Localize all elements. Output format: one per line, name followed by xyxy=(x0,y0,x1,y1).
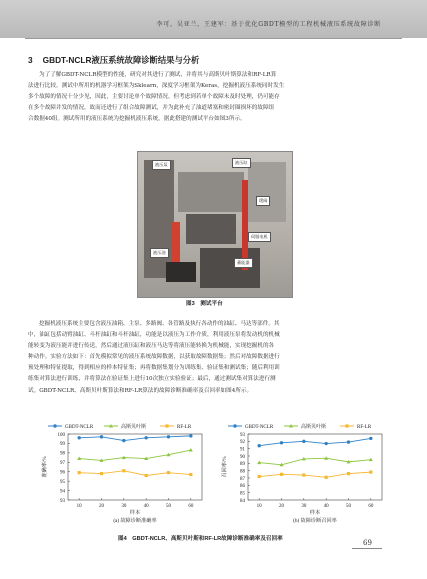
label-accumulator: 蓄能器 xyxy=(234,258,253,268)
header-rule xyxy=(25,38,402,39)
text-line: 种动作。实验方法如下：首先模拟常见的液压系统故障数据，以获取故障数据集；然后对故障数据进行 xyxy=(28,354,280,361)
data-point xyxy=(122,469,125,472)
y-axis-label: 准确率/% xyxy=(42,456,48,478)
data-point xyxy=(122,439,125,442)
x-tick-label: 20 xyxy=(99,504,104,509)
x-axis-label: 样本 xyxy=(309,510,321,516)
data-point xyxy=(325,476,328,479)
y-tick-label: 84 xyxy=(240,498,245,504)
y-tick-label: 86 xyxy=(240,484,245,490)
paragraph-method xyxy=(28,319,400,397)
label-control-valve: 缓阀 xyxy=(256,196,270,206)
x-axis-label: 样本 xyxy=(129,510,141,516)
accuracy-chart-svg xyxy=(34,420,214,530)
y-tick-label: 90 xyxy=(240,454,245,460)
data-point xyxy=(302,440,305,443)
y-tick-label: 99 xyxy=(60,442,65,448)
y-axis-label: 召回率/% xyxy=(222,456,228,478)
data-point xyxy=(324,442,327,445)
figure3-caption: 图3 测试平台 xyxy=(186,301,223,307)
text-line: 合数据40组。测试所用的液压系统为挖掘机液压系统，据此搭建的测试平台如图3所示。 xyxy=(28,116,246,123)
data-point xyxy=(280,441,283,444)
legend-label: RF-LR xyxy=(357,425,372,430)
text-line: 能转变为液压能并进行传送，然后通过液压缸和液压马达等将液压能转换为机械能，实现挖掘机的各 xyxy=(28,343,275,350)
text-line: 练集对算法进行训练，并将算法在验证集上进行10次独立实验验证；最后，通过测试集对算法进行测 xyxy=(28,376,276,383)
data-point xyxy=(347,472,350,475)
data-point xyxy=(189,448,193,452)
y-tick-label: 93 xyxy=(60,498,65,504)
legend-label: GBDT-NCLR xyxy=(245,425,274,430)
data-point xyxy=(78,471,81,474)
data-point xyxy=(167,471,170,474)
x-tick-label: 10 xyxy=(256,504,262,509)
y-tick-label: 93 xyxy=(240,432,245,438)
legend-marker xyxy=(345,424,348,427)
x-tick-label: 50 xyxy=(346,504,351,509)
x-tick-label: 60 xyxy=(368,504,374,509)
chart-recall xyxy=(214,420,394,534)
text-line: 中，油缸包括动臂油缸、斗杆油缸和斗杆油缸，功能是以液压为工作介质，利用液压泵将发动机的机械 xyxy=(28,332,280,339)
x-tick-label: 40 xyxy=(143,504,149,509)
data-point xyxy=(189,473,192,476)
legend-label: 高斯贝叶斯 xyxy=(121,425,147,430)
figure4-caption: 图4 GBDT-NCLR、高斯贝叶斯和RF-LR故障诊断准确率及召回率 xyxy=(118,536,283,542)
x-tick-label: 30 xyxy=(301,504,307,509)
data-point xyxy=(77,436,80,439)
legend-label: 高斯贝叶斯 xyxy=(301,425,327,430)
x-tick-label: 10 xyxy=(76,504,82,509)
series-line-2 xyxy=(259,472,371,477)
text-line: 多个故障的情况十分少见，因此，主要讨论单个故障情况。但考虑到若单个故障未及时处理，仍可能存 xyxy=(28,94,280,101)
series-line-2 xyxy=(79,471,191,476)
y-tick-label: 88 xyxy=(240,469,245,475)
subcaption: (b) 故障诊断召回率 xyxy=(293,518,337,524)
plot-frame xyxy=(68,434,202,500)
data-point xyxy=(189,434,192,437)
text-line: 挖掘机液压系统主要包含液压油箱、主泵、多路阀、各管路及执行各动作的油缸、马达等部件。其 xyxy=(39,321,280,327)
legend-label: RF-LR xyxy=(177,425,192,430)
data-point xyxy=(369,471,372,474)
recall-chart-svg xyxy=(214,420,394,530)
chart-accuracy xyxy=(34,420,214,534)
y-tick-label: 96 xyxy=(60,470,65,476)
x-tick-label: 30 xyxy=(121,504,127,509)
data-point xyxy=(347,440,350,443)
data-point xyxy=(145,474,148,477)
test-platform-photo xyxy=(137,151,293,298)
plot-frame xyxy=(248,434,382,500)
text-line: 在多个故障并发的情况，故而还进行了组合故障测试，并为此补充了油道堵塞和密封圈损坏的故障组 xyxy=(28,105,275,112)
data-point xyxy=(167,435,170,438)
data-point xyxy=(258,475,261,478)
y-tick-label: 92 xyxy=(240,440,245,446)
page-number: 69 xyxy=(363,539,372,547)
x-tick-label: 20 xyxy=(279,504,284,509)
series-line-0 xyxy=(259,438,371,445)
page-number-rule xyxy=(352,548,382,549)
data-point xyxy=(257,444,260,447)
series-line-1 xyxy=(79,450,191,460)
text-line: 试。GBDT-NCLR、高斯贝叶斯算法和RF-LR算法的故障诊断准确率及召回率如图4所示。 xyxy=(28,387,253,394)
legend-marker xyxy=(53,424,56,427)
section-heading xyxy=(28,54,199,66)
y-tick-label: 87 xyxy=(240,476,245,482)
data-point xyxy=(280,473,283,476)
label-hydraulic-cylinder: 液压缸 xyxy=(232,158,251,168)
text-line: 为了了解GBDT-NCLR模型的性能，研究对其进行了测试，并将其与高斯贝叶斯算法和RF-LR算 xyxy=(39,72,277,78)
x-tick-label: 40 xyxy=(323,504,329,509)
legend-marker xyxy=(165,424,168,427)
x-tick-label: 60 xyxy=(188,504,194,509)
series-line-1 xyxy=(259,458,371,465)
data-point xyxy=(302,473,305,476)
label-drive-motor: 伺服电机 xyxy=(248,232,271,242)
data-point xyxy=(100,435,103,438)
y-tick-label: 89 xyxy=(240,462,245,468)
y-tick-label: 95 xyxy=(60,479,65,485)
legend-marker xyxy=(233,424,236,427)
y-tick-label: 91 xyxy=(240,447,245,453)
y-tick-label: 98 xyxy=(60,451,65,457)
subcaption: (a) 故障诊断准确率 xyxy=(113,518,157,524)
section-number: 3 xyxy=(28,55,33,65)
series-line-0 xyxy=(79,436,191,441)
paragraph-intro xyxy=(28,70,400,125)
data-point xyxy=(144,436,147,439)
y-tick-label: 94 xyxy=(60,489,65,495)
section-title: GBDT-NCLR液压系统故障诊断结果与分析 xyxy=(42,55,200,65)
y-tick-label: 97 xyxy=(60,461,65,467)
data-point xyxy=(100,472,103,475)
data-point xyxy=(369,437,372,440)
running-title: 李可，吴亚兰，王建军：基于优化GBDT模型的工程机械液压系统故障诊断 xyxy=(156,21,381,28)
y-tick-label: 85 xyxy=(240,491,245,497)
text-line: 法进行比较。测试中所用的机器学习框架为Sklearn，深度学习框架为Keras，挖掘机液压系统同时发生 xyxy=(28,83,285,90)
legend-label: GBDT-NCLR xyxy=(65,425,94,430)
label-tank: 液压油 xyxy=(150,248,169,258)
label-hydraulic-pump: 液压泵 xyxy=(152,160,171,170)
text-line: 预处理和特征提取，得到相应的样本特征集；再将数据集划分为训练集、验证集和测试集；随后利用训 xyxy=(28,365,280,372)
y-tick-label: 100 xyxy=(57,432,65,438)
x-tick-label: 50 xyxy=(166,504,171,509)
